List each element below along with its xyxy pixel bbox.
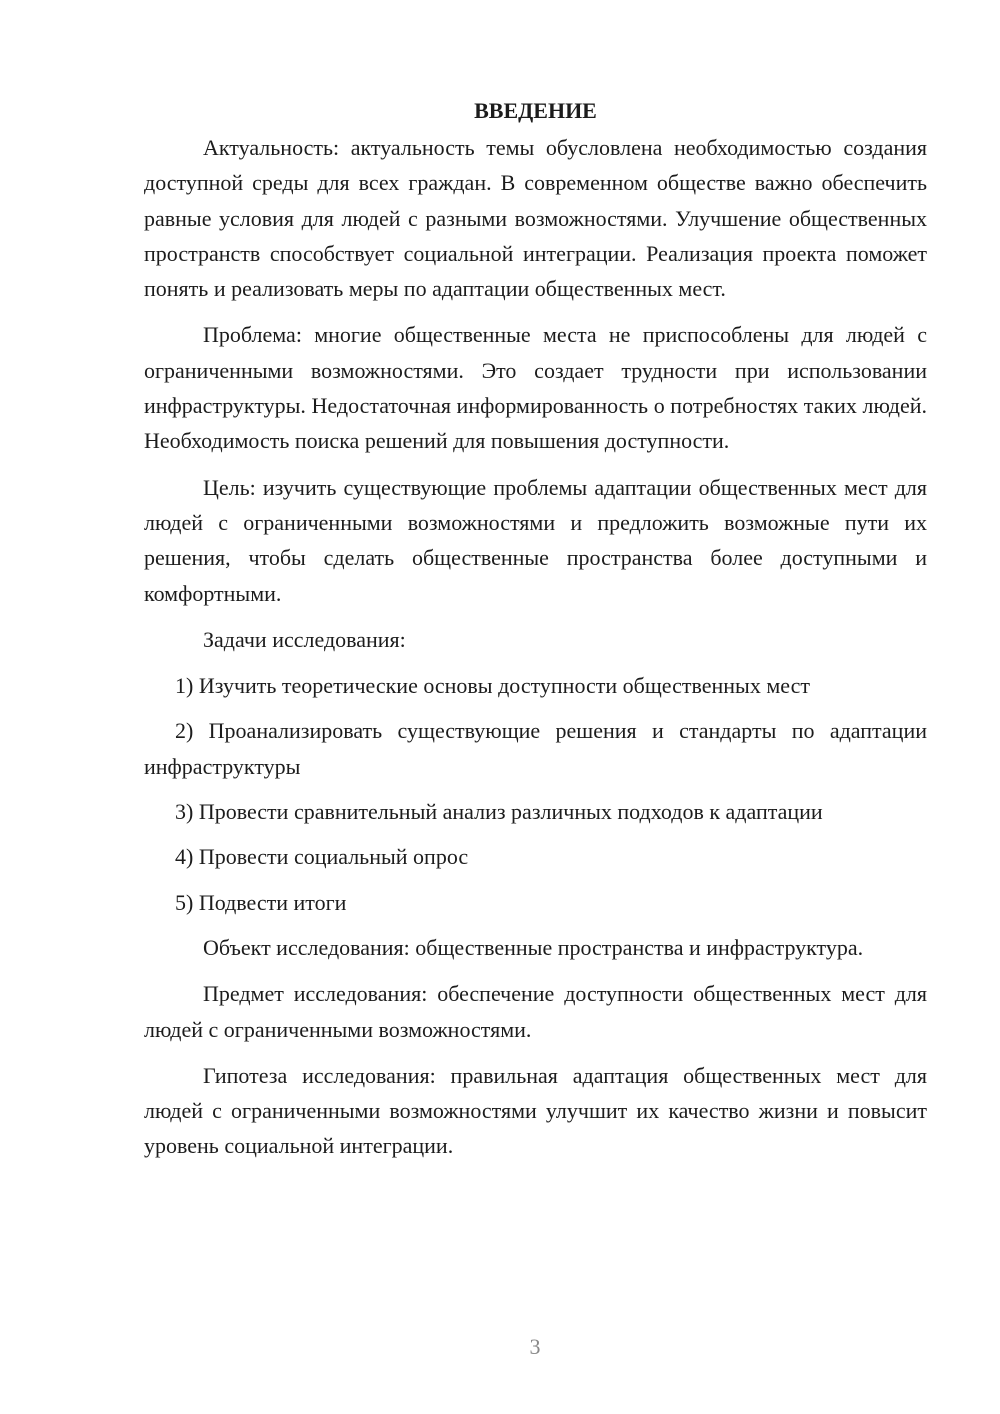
paragraph-goal: Цель: изучить существующие проблемы адаптации общественных мест для людей с ограниченными возможностями и предложить возможные пути их решения, чтобы сделать общественные пространства более доступными и комфортными. [144,474,927,606]
paragraph-problem: Проблема: многие общественные места не приспособлены для людей с ограниченными возможностями. Это создает трудности при использовании инфраструктуры. Недостаточная информированность о потребностях таких людей. Необходимость поиска решений для повышения доступности. [144,322,927,454]
task-item-3: 3) Провести сравнительный анализ различных подходов к адаптации [175,799,823,825]
paragraph-object: Объект исследования: общественные пространства и инфраструктура. [203,934,864,960]
section-title: ВВЕДЕНИЕ [474,98,597,123]
paragraph-hypothesis: Гипотеза исследования: правильная адаптация общественных мест для людей с ограниченными возможностями улучшит их качество жизни и повысит уровень социальной интеграции. [144,1062,927,1159]
task-item-1: 1) Изучить теоретические основы доступности общественных мест [175,673,810,699]
document-page [144,96,927,1175]
page-number: 3 [529,1334,541,1359]
paragraph-relevance: Актуальность: актуальность темы обусловлена необходимостью создания доступной среды для всех граждан. В современном обществе важно обеспечить равные условия для людей с разными возможностями. Улучшение общественных пространств способствует социальной интеграции. Реализация проекта поможет понять и реализовать меры по адаптации общественных мест. [144,135,927,302]
task-item-4: 4) Провести социальный опрос [175,844,469,870]
task-item-5: 5) Подвести итоги [175,889,347,915]
task-item-2: 2) Проанализировать существующие решения и стандарты по адаптации инфраструктуры [144,718,927,779]
tasks-heading: Задачи исследования: [203,626,406,652]
paragraph-subject: Предмет исследования: обеспечение доступности общественных мест для людей с ограниченными возможностями. [144,981,927,1042]
